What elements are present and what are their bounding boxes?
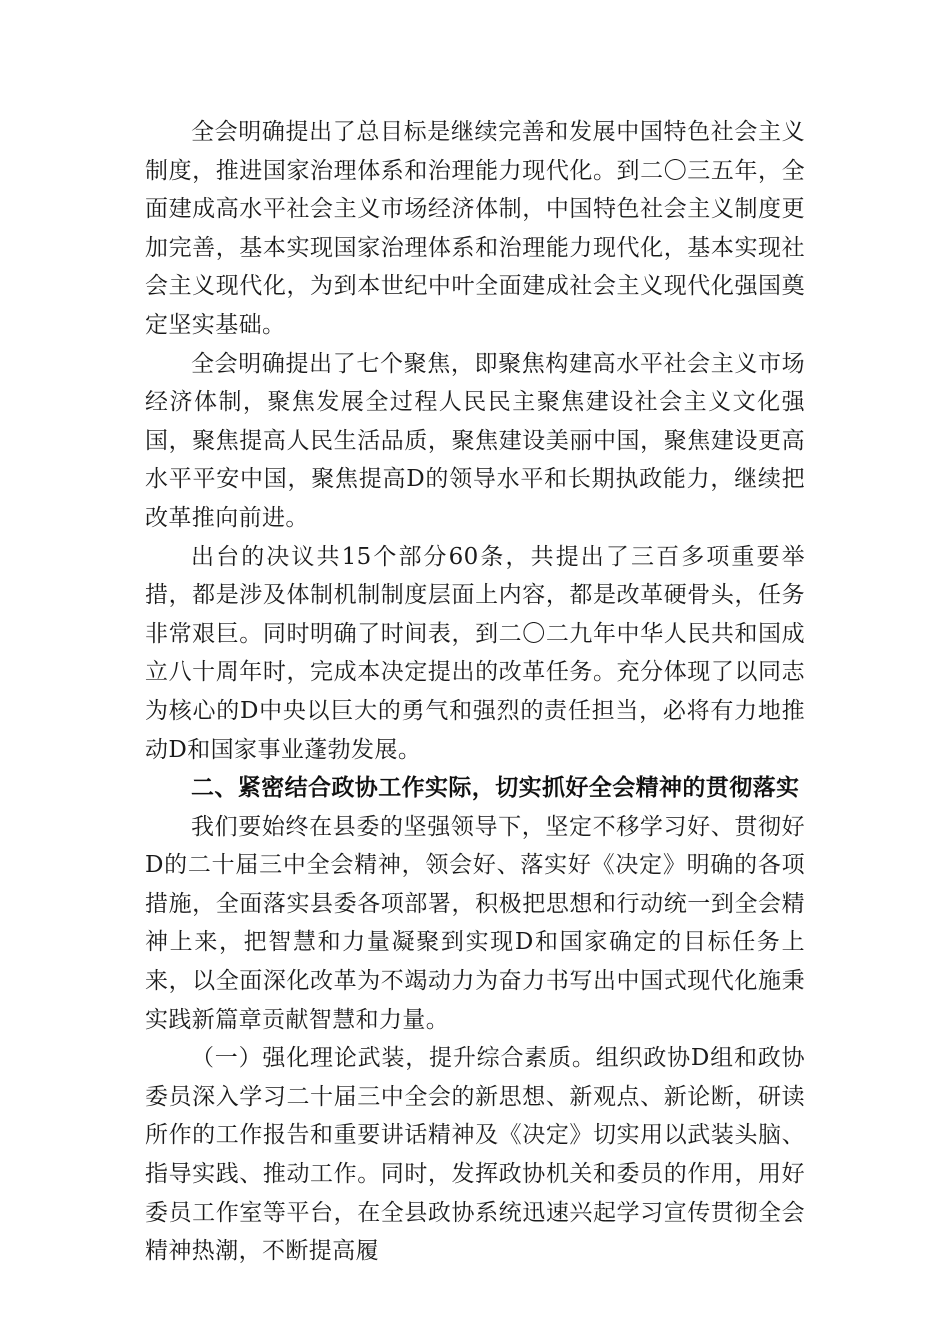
section-heading-two: 二、紧密结合政协工作实际，切实抓好全会精神的贯彻落实 xyxy=(191,775,800,802)
paragraph-resolution-measures: 出台的决议共15个部分60条，共提出了三百多项重要举措，都是涉及体制机制制度层面上内容，都是改革硬骨头，任务非常艰巨。同时明确了时间表，到二〇二九年中华人民共和国成立八十周年时，完成本决定提出的改革任务。充分体现了以同志为核心的D中央以巨大的勇气和强烈的责任担当，必将有力地推动D和国家事业蓬勃发展。 xyxy=(145,543,805,763)
document-body xyxy=(145,113,805,1271)
paragraph-implementation: 我们要始终在县委的坚强领导下，坚定不移学习好、贯彻好D的二十届三中全会精神，领会好、落实好《决定》明确的各项措施，全面落实县委各项部署，积极把思想和行动统一到全会精神上来，把智慧和力量凝聚到实现D和国家确定的目标任务上来，以全面深化改革为不竭动力为奋力书写出中国式现代化施秉实践新篇章贡献智慧和力量。 xyxy=(145,813,805,1033)
paragraph-seven-focuses: 全会明确提出了七个聚焦，即聚焦构建高水平社会主义市场经济体制，聚焦发展全过程人民民主聚焦建设社会主义文化强国，聚焦提高人民生活品质，聚焦建设美丽中国，聚焦建设更高水平平安中国，聚焦提高D的领导水平和长期执政能力，继续把改革推向前进。 xyxy=(145,350,805,531)
paragraph-overall-goal: 全会明确提出了总目标是继续完善和发展中国特色社会主义制度，推进国家治理体系和治理能力现代化。到二〇三五年，全面建成高水平社会主义市场经济体制，中国特色社会主义制度更加完善，基本实现国家治理体系和治理能力现代化，基本实现社会主义现代化，为到本世纪中叶全面建成社会主义现代化强国奠定坚实基础。 xyxy=(145,119,805,338)
paragraph-theory-study: （一）强化理论武装，提升综合素质。组织政协D组和政协委员深入学习二十届三中全会的新思想、新观点、新论断，研读所作的工作报告和重要讲话精神及《决定》切实用以武装头脑、指导实践、推动工作。同时，发挥政协机关和委员的作用，用好委员工作室等平台，在全县政协系统迅速兴起学习宣传贯彻全会精神热潮，不断提高履 xyxy=(145,1045,805,1265)
